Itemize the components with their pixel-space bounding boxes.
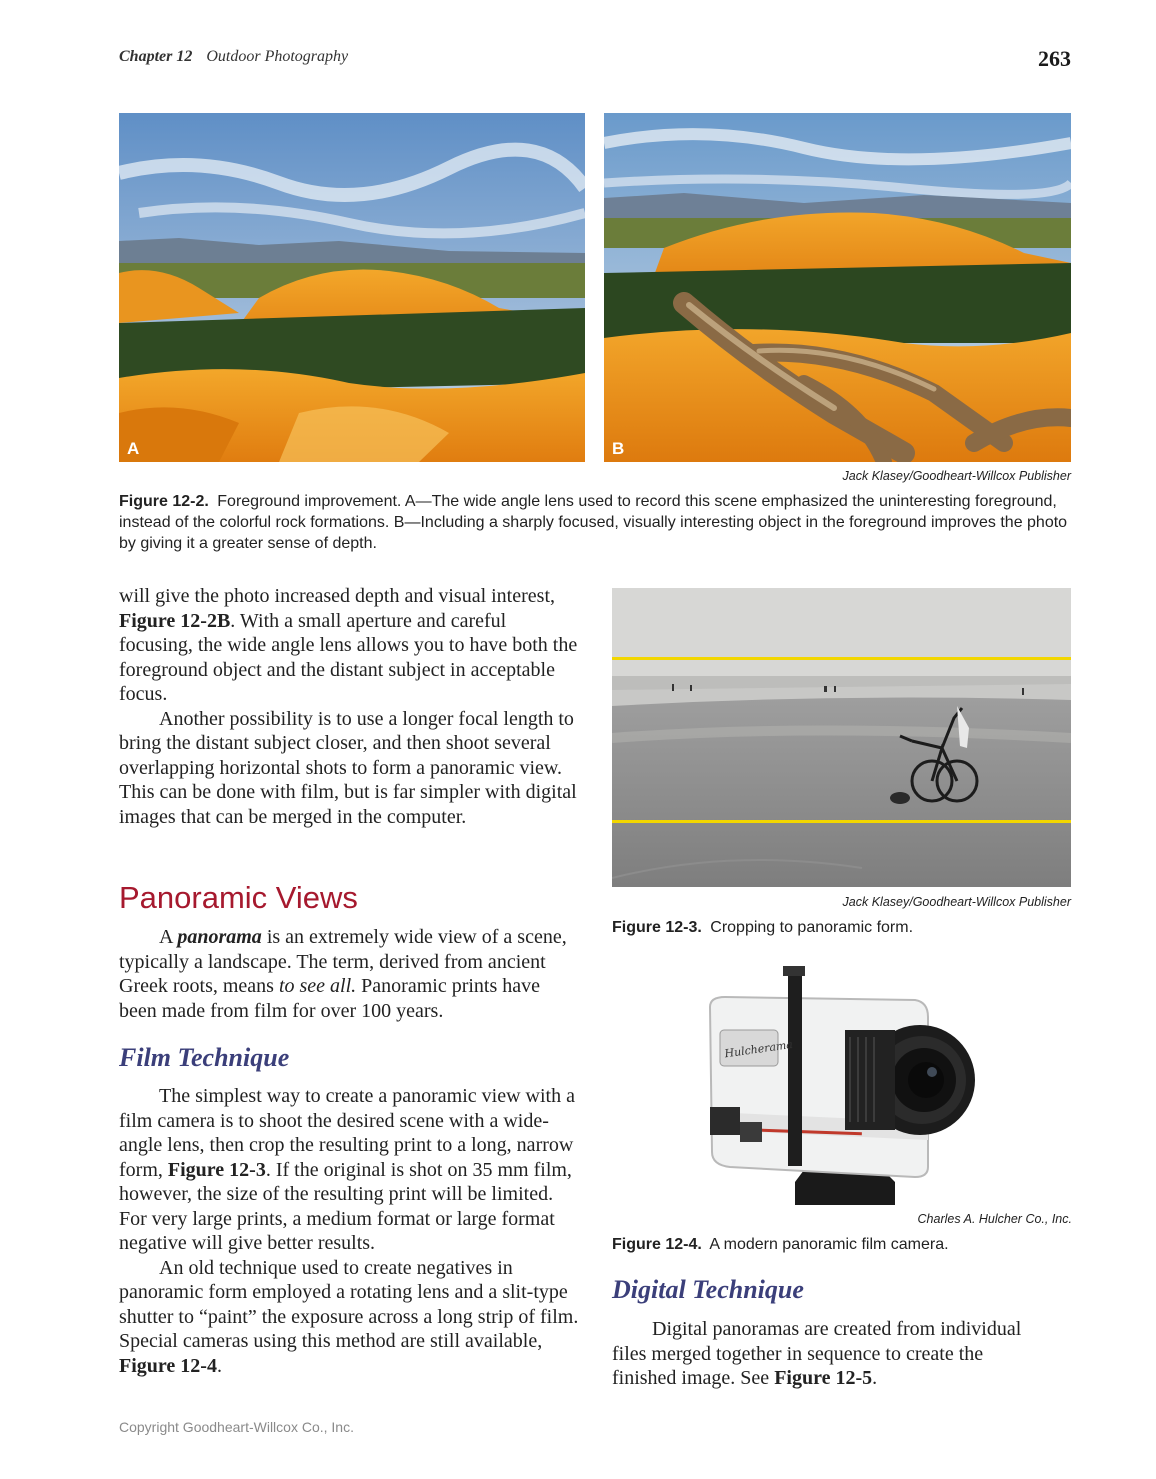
paragraph-3 <box>119 925 579 1023</box>
panel-a-label: A <box>127 439 140 458</box>
running-header <box>119 48 348 66</box>
figure-12-2b-photo <box>604 113 1071 462</box>
figure-12-3-credit: Jack Klasey/Goodheart-Willcox Publisher <box>842 895 1071 909</box>
emphasis: to see all. <box>278 975 357 997</box>
chapter-title: Outdoor Photography <box>206 48 349 65</box>
caption-label: Figure 12-3. <box>612 919 702 936</box>
caption-label: Figure 12-4. <box>612 1236 702 1253</box>
page-number: 263 <box>1038 46 1071 71</box>
figure-12-4-camera-image <box>700 962 980 1205</box>
figure-12-4-credit: Charles A. Hulcher Co., Inc. <box>917 1212 1072 1226</box>
figure-reference: Figure 12-5 <box>774 1367 873 1389</box>
panel-b-label: B <box>612 439 625 458</box>
term-panorama: panorama <box>177 926 262 948</box>
figure-12-3-photo <box>612 588 1071 887</box>
section-heading-panoramic-views: Panoramic Views <box>119 880 358 915</box>
caption-text: Foreground improvement. A—The wide angle lens used to record this scene emphasized the uninteresting foreground, instead of the colorful rock formations. B—Including a sharply focused, visually interesting object in the foreground improves the photo by giving it a greater sense of depth. <box>119 493 1068 552</box>
paragraph-1 <box>119 584 579 707</box>
text: will give the photo increased depth and visual interest, <box>119 585 555 607</box>
text: is an extremely wide view of a scene, typically a landscape. The term, derived from ancient Greek roots, means <box>119 926 567 997</box>
text: Panoramic prints have been made from film for over 100 years. <box>119 975 541 1022</box>
text: . <box>872 1367 878 1389</box>
figure-12-4-caption <box>612 1234 1072 1255</box>
caption-text: Cropping to panoramic form. <box>710 919 914 936</box>
paragraph-6 <box>612 1317 1027 1391</box>
subheading-digital-technique: Digital Technique <box>612 1275 804 1304</box>
right-column-digital <box>612 1317 1027 1391</box>
text: A <box>159 926 178 948</box>
text: . If the original is shot on 35 mm film, however, the size of the resulting print will be limited. For very large prints, a medium format or large format negative will give better results. <box>119 1158 572 1254</box>
footer-copyright: Copyright Goodheart-Willcox Co., Inc. <box>119 1419 354 1435</box>
figure-12-2a-photo <box>119 113 585 462</box>
camera-brand-text: Hulcherama <box>723 1037 794 1061</box>
text: . <box>216 1354 222 1377</box>
caption-text: A modern panoramic film camera. <box>709 1236 949 1253</box>
paragraph-5 <box>119 1256 579 1379</box>
figure-reference: Figure 12-4 <box>119 1354 217 1377</box>
text: An old technique used to create negatives in panoramic form employed a rotating lens and a slit-type shutter to “paint” the exposure across a long strip of film. Special cameras using this method are still available, <box>119 1256 579 1352</box>
figure-12-2-caption <box>119 491 1074 554</box>
figure-reference: Figure 12-3 <box>167 1158 266 1181</box>
text: Digital panoramas are created from individual files merged together in sequence to create the finished image. See <box>612 1318 1022 1389</box>
chapter-number: Chapter 12 <box>119 48 193 65</box>
left-column-top <box>119 584 579 829</box>
paragraph-4 <box>119 1084 579 1256</box>
figure-12-2-credit: Jack Klasey/Goodheart-Willcox Publisher <box>842 469 1071 483</box>
text: . With a small aperture and careful focusing, the wide angle lens allows you to have both the foreground object and the distant subject in acceptable focus. <box>119 609 578 705</box>
figure-reference: Figure 12-2B <box>119 609 231 632</box>
left-column-panorama <box>119 925 579 1023</box>
paragraph-2: Another possibility is to use a longer focal length to bring the distant subject closer, and then shoot several overlapping horizontal shots to form a panoramic view. This can be done with film, but is far simpler with digital images that can be merged in the computer. <box>119 707 577 828</box>
text: The simplest way to create a panoramic view with a film camera is to shoot the desired scene with a wide-angle lens, then crop the resulting print to a long, narrow form, <box>119 1085 575 1181</box>
caption-label: Figure 12-2. <box>119 493 209 510</box>
figure-12-3-caption <box>612 917 1071 938</box>
subheading-film-technique: Film Technique <box>119 1043 290 1072</box>
left-column-film <box>119 1084 579 1378</box>
